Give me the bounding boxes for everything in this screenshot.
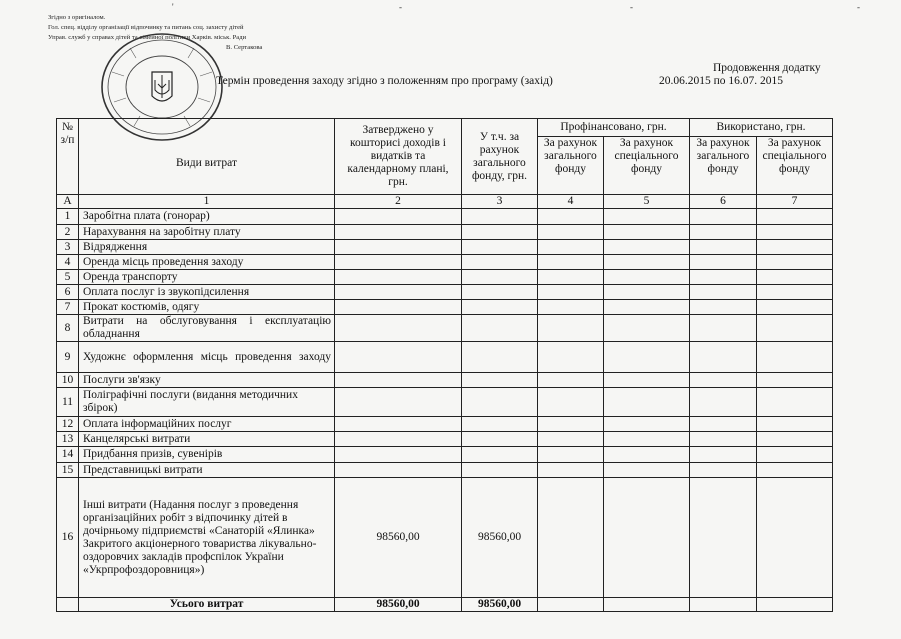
total-general-fund: 98560,00 [462, 598, 538, 612]
expense-name: Представницькі витрати [79, 463, 335, 478]
row-number: 5 [57, 270, 79, 285]
row-number: 9 [57, 342, 79, 373]
table-row [57, 342, 833, 373]
financed-general-amount [538, 463, 604, 478]
approved-amount [335, 342, 462, 373]
used-special-amount [757, 432, 833, 447]
scan-mark: ' [172, 2, 174, 12]
used-general-amount [690, 209, 757, 225]
general-fund-amount [462, 255, 538, 270]
used-general-amount [690, 315, 757, 342]
financed-general-amount [538, 342, 604, 373]
general-fund-amount [462, 373, 538, 388]
approved-amount [335, 225, 462, 240]
approved-amount [335, 240, 462, 255]
used-special-amount [757, 209, 833, 225]
used-general-amount [690, 463, 757, 478]
header-general-fund: У т.ч. за рахунок загального фонду, грн. [462, 119, 538, 195]
financed-special-amount [604, 388, 690, 417]
event-term-label: Термін проведення заходу згідно з положенням про програму (захід) [216, 75, 553, 87]
used-general-amount [690, 270, 757, 285]
expense-name: Нарахування на заробітну плату [79, 225, 335, 240]
table-row [57, 388, 833, 417]
general-fund-amount [462, 447, 538, 463]
financed-special-amount [604, 255, 690, 270]
used-special-amount [757, 315, 833, 342]
approved-amount [335, 315, 462, 342]
approved-amount [335, 285, 462, 300]
general-fund-amount: 98560,00 [462, 478, 538, 598]
financed-special-amount [604, 373, 690, 388]
financed-special-amount [604, 270, 690, 285]
expense-name: Придбання призів, сувенірів [79, 447, 335, 463]
financed-general-amount [538, 285, 604, 300]
used-special-amount [757, 478, 833, 598]
used-special-amount [757, 240, 833, 255]
scan-mark: - [857, 2, 860, 12]
general-fund-amount [462, 417, 538, 432]
financed-special-amount [604, 447, 690, 463]
financed-general-amount [538, 240, 604, 255]
table-row [57, 463, 833, 478]
financed-special-amount [604, 432, 690, 447]
certification-line: Гол. спец. відділу організації відпочинку та питань соц. захисту дітей [48, 24, 244, 31]
financed-general-amount [538, 315, 604, 342]
row-number: 2 [57, 225, 79, 240]
financed-general-amount [538, 209, 604, 225]
expense-name: Витрати на обслуговування і експлуатацію обладнання [79, 315, 335, 342]
used-special-amount [757, 447, 833, 463]
financed-special-amount [604, 209, 690, 225]
expense-name: Канцелярські витрати [79, 432, 335, 447]
used-general-amount [690, 447, 757, 463]
header-approved: Затверджено у кошторисі доходів і видатків та календарному плані, грн. [335, 119, 462, 195]
scan-mark: - [630, 2, 633, 12]
scan-mark: - [399, 2, 402, 12]
expense-name: Оренда транспорту [79, 270, 335, 285]
table-row [57, 417, 833, 432]
financed-special-amount [604, 315, 690, 342]
financed-special-amount [604, 478, 690, 598]
row-number: 7 [57, 300, 79, 315]
column-number: 2 [335, 195, 462, 209]
expense-name: Послуги зв'язку [79, 373, 335, 388]
approved-amount: 98560,00 [335, 478, 462, 598]
header-number: № з/п [57, 119, 79, 195]
table-row [57, 478, 833, 598]
row-number: 11 [57, 388, 79, 417]
table-row [57, 270, 833, 285]
used-general-amount [690, 478, 757, 598]
financed-general-amount [538, 300, 604, 315]
financed-general-amount [538, 255, 604, 270]
table-row [57, 373, 833, 388]
approved-amount [335, 463, 462, 478]
total-approved: 98560,00 [335, 598, 462, 612]
event-dates: 20.06.2015 по 16.07. 2015 [659, 75, 784, 87]
row-number: 10 [57, 373, 79, 388]
total-label: Усього витрат [79, 598, 335, 612]
financed-general-amount [538, 270, 604, 285]
financed-special-amount [604, 300, 690, 315]
financed-special-amount [604, 285, 690, 300]
expense-name: Заробітна плата (гонорар) [79, 209, 335, 225]
used-special-amount [757, 270, 833, 285]
row-number: 8 [57, 315, 79, 342]
table-row [57, 225, 833, 240]
used-general-amount [690, 388, 757, 417]
general-fund-amount [462, 388, 538, 417]
financed-general-amount [538, 417, 604, 432]
header-used-special: За рахунок спеціального фонду [757, 137, 833, 195]
approved-amount [335, 432, 462, 447]
financed-general-amount [538, 447, 604, 463]
used-general-amount [690, 285, 757, 300]
approved-amount [335, 417, 462, 432]
used-general-amount [690, 432, 757, 447]
general-fund-amount [462, 225, 538, 240]
header-financed-special: За рахунок спеціального фонду [604, 137, 690, 195]
financed-special-amount [604, 342, 690, 373]
expense-name: Відрядження [79, 240, 335, 255]
column-number: А [57, 195, 79, 209]
row-number: 1 [57, 209, 79, 225]
row-number: 13 [57, 432, 79, 447]
approved-amount [335, 373, 462, 388]
used-special-amount [757, 342, 833, 373]
expense-name: Оплата інформаційних послуг [79, 417, 335, 432]
total-row-spacer [57, 598, 79, 612]
used-general-amount [690, 417, 757, 432]
row-number: 4 [57, 255, 79, 270]
column-number: 7 [757, 195, 833, 209]
financed-special-amount [604, 463, 690, 478]
certification-line: В. Сертакова [226, 44, 263, 51]
financed-general-amount [538, 388, 604, 417]
used-general-amount [690, 225, 757, 240]
used-special-amount [757, 285, 833, 300]
approved-amount [335, 255, 462, 270]
financed-general-amount [538, 478, 604, 598]
header-used-general: За рахунок загального фонду [690, 137, 757, 195]
general-fund-amount [462, 300, 538, 315]
used-special-amount [757, 373, 833, 388]
used-special-amount [757, 388, 833, 417]
general-fund-amount [462, 270, 538, 285]
expense-name: Поліграфічні послуги (видання методичних збірок) [79, 388, 335, 417]
table-row [57, 285, 833, 300]
approved-amount [335, 209, 462, 225]
header-expense-type: Види витрат [79, 119, 335, 195]
header-used: Використано, грн. [690, 119, 833, 137]
table-row [57, 300, 833, 315]
used-general-amount [690, 373, 757, 388]
expense-name: Прокат костюмів, одягу [79, 300, 335, 315]
certification-line: Управ. служб у справах дітей та сімейної політики Харків. міськ. Ради [48, 34, 247, 41]
used-special-amount [757, 300, 833, 315]
table-row [57, 255, 833, 270]
used-special-amount [757, 255, 833, 270]
total-financed-special [604, 598, 690, 612]
used-special-amount [757, 417, 833, 432]
table-row [57, 447, 833, 463]
expense-name: Інші витрати (Надання послуг з проведення організаційних робіт з відпочинку дітей в дочірньому підприємстві «Санаторій «Ялинка» Закритого акціонерного товариства лікувально-оздоровчих закладів профспілок України «Укрпрофоздоровниця») [79, 478, 335, 598]
row-number: 3 [57, 240, 79, 255]
used-general-amount [690, 342, 757, 373]
general-fund-amount [462, 432, 538, 447]
financed-general-amount [538, 373, 604, 388]
row-number: 16 [57, 478, 79, 598]
approved-amount [335, 300, 462, 315]
used-general-amount [690, 240, 757, 255]
general-fund-amount [462, 209, 538, 225]
header-financed-general: За рахунок загального фонду [538, 137, 604, 195]
financed-special-amount [604, 417, 690, 432]
general-fund-amount [462, 240, 538, 255]
table-row [57, 209, 833, 225]
approved-amount [335, 270, 462, 285]
total-used-special [757, 598, 833, 612]
table-row [57, 240, 833, 255]
used-special-amount [757, 463, 833, 478]
financed-special-amount [604, 240, 690, 255]
row-number: 14 [57, 447, 79, 463]
expense-name: Художнє оформлення місць проведення заходу [79, 342, 335, 373]
expense-name: Оплата послуг із звукопідсилення [79, 285, 335, 300]
approved-amount [335, 447, 462, 463]
expense-table [56, 118, 833, 612]
total-used-general [690, 598, 757, 612]
general-fund-amount [462, 463, 538, 478]
general-fund-amount [462, 315, 538, 342]
row-number: 6 [57, 285, 79, 300]
column-number: 4 [538, 195, 604, 209]
continuation-label: Продовження додатку [713, 62, 821, 74]
table-row [57, 315, 833, 342]
header-financed: Профінансовано, грн. [538, 119, 690, 137]
used-general-amount [690, 300, 757, 315]
column-number: 5 [604, 195, 690, 209]
column-number: 3 [462, 195, 538, 209]
row-number: 12 [57, 417, 79, 432]
financed-special-amount [604, 225, 690, 240]
table-row [57, 432, 833, 447]
column-number: 1 [79, 195, 335, 209]
financed-general-amount [538, 432, 604, 447]
general-fund-amount [462, 285, 538, 300]
column-number: 6 [690, 195, 757, 209]
used-general-amount [690, 255, 757, 270]
approved-amount [335, 388, 462, 417]
expense-name: Оренда місць проведення заходу [79, 255, 335, 270]
row-number: 15 [57, 463, 79, 478]
used-special-amount [757, 225, 833, 240]
financed-general-amount [538, 225, 604, 240]
certification-line: Згідно з оригіналом. [48, 14, 106, 21]
general-fund-amount [462, 342, 538, 373]
total-financed-general [538, 598, 604, 612]
